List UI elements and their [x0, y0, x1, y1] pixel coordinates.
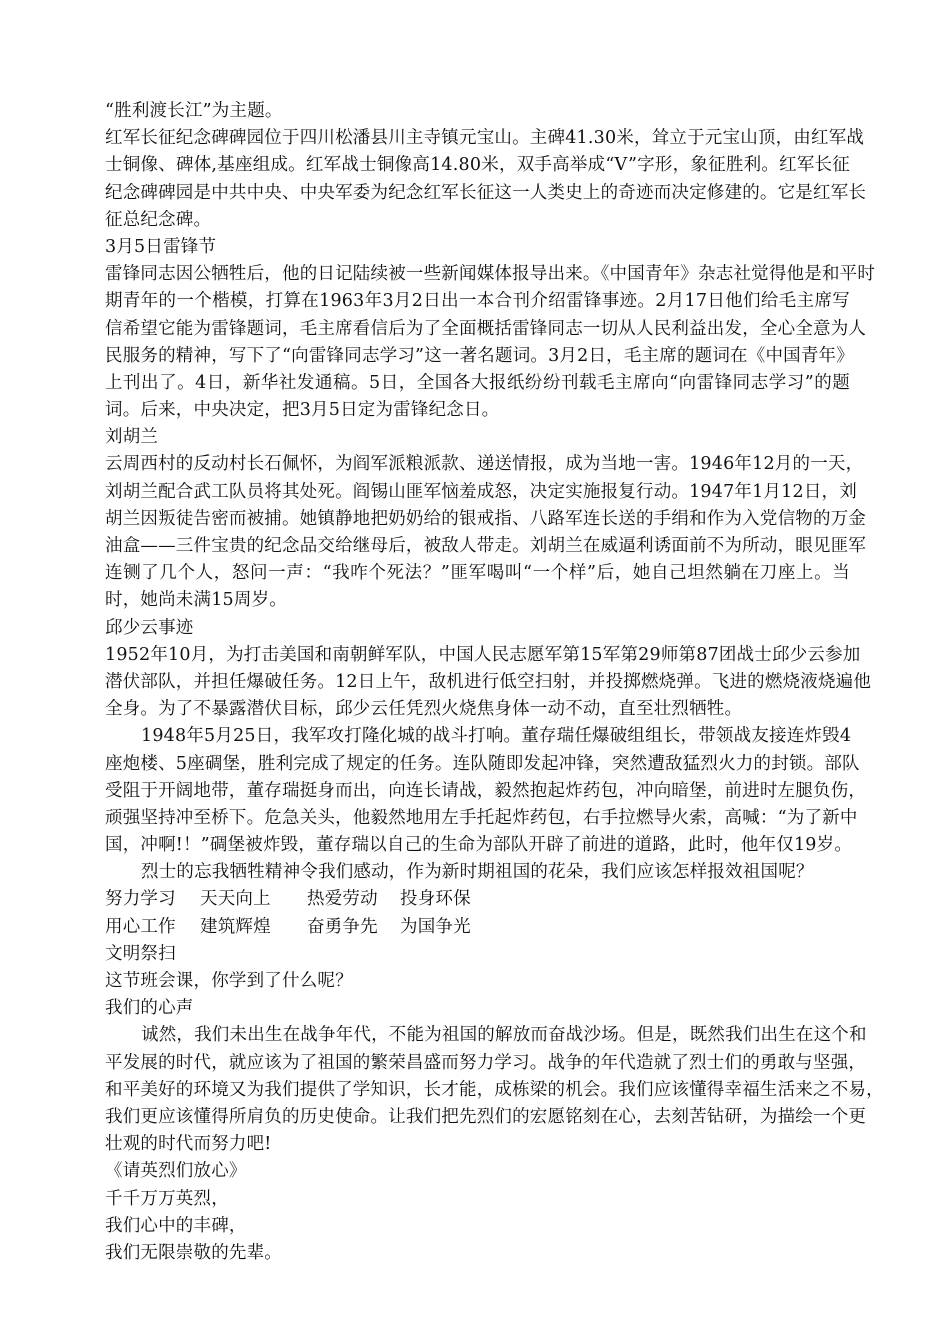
text-line: 潜伏部队，并担任爆破任务。12日上午，敌机进行低空扫射，并投掷燃烧弹。飞进的燃烧液烧遍他 — [105, 671, 872, 692]
text-line: 顽强坚持冲至桥下。危急关头，他毅然地用左手托起炸药包，右手拉燃导火索，高喊：“为了新中 — [105, 807, 858, 828]
section-heading: 文明祭扫 — [105, 943, 176, 964]
slogan-row — [105, 886, 850, 913]
text-line: 刘胡兰配合武工队员将其处死。阎锡山匪军恼羞成怒，决定实施报复行动。1947年1月12日，刘 — [105, 481, 857, 502]
poem-title: 《请英烈们放心》 — [105, 1161, 247, 1182]
section-heading: 邱少云事迹 — [105, 617, 194, 638]
slogan: 投身环保 — [400, 889, 471, 910]
text-line: 油盒——三件宝贵的纪念品交给继母后，被敌人带走。刘胡兰在威逼利诱面前不为所动，眼见匪军 — [105, 536, 867, 556]
text-line: 红军长征纪念碑碑园位于四川松潘县川主寺镇元宝山。主碑41.30米，耸立于元宝山顶，由红军战 — [105, 128, 865, 149]
text-line: 征总纪念碑。 — [105, 209, 212, 230]
slogan: 为国争光 — [400, 916, 471, 937]
poem-line: 我们无限崇敬的先辈。 — [105, 1242, 282, 1263]
slogan: 用心工作 — [105, 916, 176, 937]
text-line: 诚然，我们未出生在战争年代，不能为祖国的解放而奋战沙场。但是，既然我们出生在这个和 — [141, 1025, 867, 1046]
poem-line: 千千万万英烈， — [105, 1188, 229, 1209]
text-line: “胜利渡长江”为主题。 — [105, 101, 283, 121]
text-line: 全身。为了不暴露潜伏目标，邱少云任凭烈火烧焦身体一动不动，直至壮烈牺牲。 — [105, 699, 743, 720]
text-line: 胡兰因叛徒告密而被捕。她镇静地把奶奶给的银戒指、八路军连长送的手绢和作为入党信物的万金 — [105, 508, 867, 529]
text-line: 座炮楼、5座碉堡，胜利完成了规定的任务。连队随即发起冲锋，突然遭敌猛烈火力的封锁。部队 — [105, 753, 860, 774]
text-line: 期青年的一个楷模，打算在1963年3月2日出一本合刊介绍雷锋事迹。2月17日他们给毛主席写 — [105, 291, 850, 312]
text-line: 和平美好的环境又为我们提供了学知识，长才能，成栋梁的机会。我们应该懂得幸福生活来之不易， — [105, 1079, 884, 1100]
slogan-row — [105, 914, 850, 941]
text-line: 壮观的时代而努力吧! — [105, 1134, 272, 1155]
section-heading: 3月5日雷锋节 — [105, 236, 217, 257]
slogan: 努力学习 — [105, 889, 176, 910]
text-line: 纪念碑碑园是中共中央、中央军委为纪念红军长征这一人类史上的奇迹而决定修建的。它是红军长 — [105, 182, 867, 203]
slogan: 热爱劳动 — [307, 889, 378, 910]
text-line: 云周西村的反动村长石佩怀，为阎军派粮派款、递送情报，成为当地一害。1946年12月的一天， — [105, 454, 864, 475]
text-line: 烈士的忘我牺牲精神令我们感动，作为新时期祖国的花朵，我们应该怎样报效祖国呢？ — [141, 862, 814, 883]
slogan: 建筑辉煌 — [200, 916, 271, 937]
section-heading: 刘胡兰 — [105, 427, 159, 448]
text-line: 词。后来，中央决定，把3月5日定为雷锋纪念日。 — [105, 400, 500, 421]
slogan: 天天向上 — [200, 889, 271, 910]
document-page — [105, 98, 884, 1267]
poem-line: 我们心中的丰碑， — [105, 1215, 247, 1236]
slogan: 奋勇争先 — [307, 916, 378, 937]
text-line: 上刊出了。4日，新华社发通稿。5日，全国各大报纸纷纷刊载毛主席向“向雷锋同志学习”的题 — [105, 372, 850, 393]
section-heading: 我们的心声 — [105, 998, 194, 1019]
text-line: 平发展的时代，就应该为了祖国的繁荣昌盛而努力学习。战争的年代造就了烈士们的勇敢与坚强， — [105, 1052, 867, 1073]
text-line: 我们更应该懂得所肩负的历史使命。让我们把先烈们的宏愿铭刻在心，去刻苦钻研，为描绘一个更 — [105, 1106, 867, 1127]
text-line: 国，冲啊!！”碉堡被炸毁，董存瑞以自己的生命为部队开辟了前进的道路，此时，他年仅19岁。 — [105, 835, 853, 856]
text-line: 这节班会课，你学到了什么呢？ — [105, 971, 353, 991]
text-line: 雷锋同志因公牺牲后，他的日记陆续被一些新闻媒体报导出来。《中国青年》杂志社觉得他是和平时 — [105, 264, 876, 285]
text-line: 信希望它能为雷锋题词，毛主席看信后为了全面概括雷锋同志一切从人民利益出发，全心全意为人 — [105, 318, 867, 339]
text-line: 时，她尚未满15周岁。 — [105, 590, 287, 611]
text-line: 1952年10月，为打击美国和南朝鲜军队，中国人民志愿军第15军第29师第87团战士邱少云参加 — [105, 644, 861, 665]
text-line: 士铜像、碑体,基座组成。红军战士铜像高14.80米，双手高举成“V”字形，象征胜利。红军长征 — [105, 155, 850, 176]
text-line: 民服务的精神，写下了“向雷锋同志学习”这一著名题词。3月2日，毛主席的题词在《中国青年》 — [105, 345, 854, 366]
text-line: 连铡了几个人，怒问一声：“我咋个死法？”匪军喝叫“一个样”后，她自己坦然躺在刀座上。当 — [105, 563, 850, 584]
text-line: 1948年5月25日，我军攻打隆化城的战斗打响。董存瑞任爆破组组长，带领战友接连炸毁4 — [141, 726, 852, 747]
text-line: 受阻于开阔地带，董存瑞挺身而出，向连长请战，毅然抱起炸药包，冲向暗堡，前进时左腿负伤， — [105, 780, 867, 801]
